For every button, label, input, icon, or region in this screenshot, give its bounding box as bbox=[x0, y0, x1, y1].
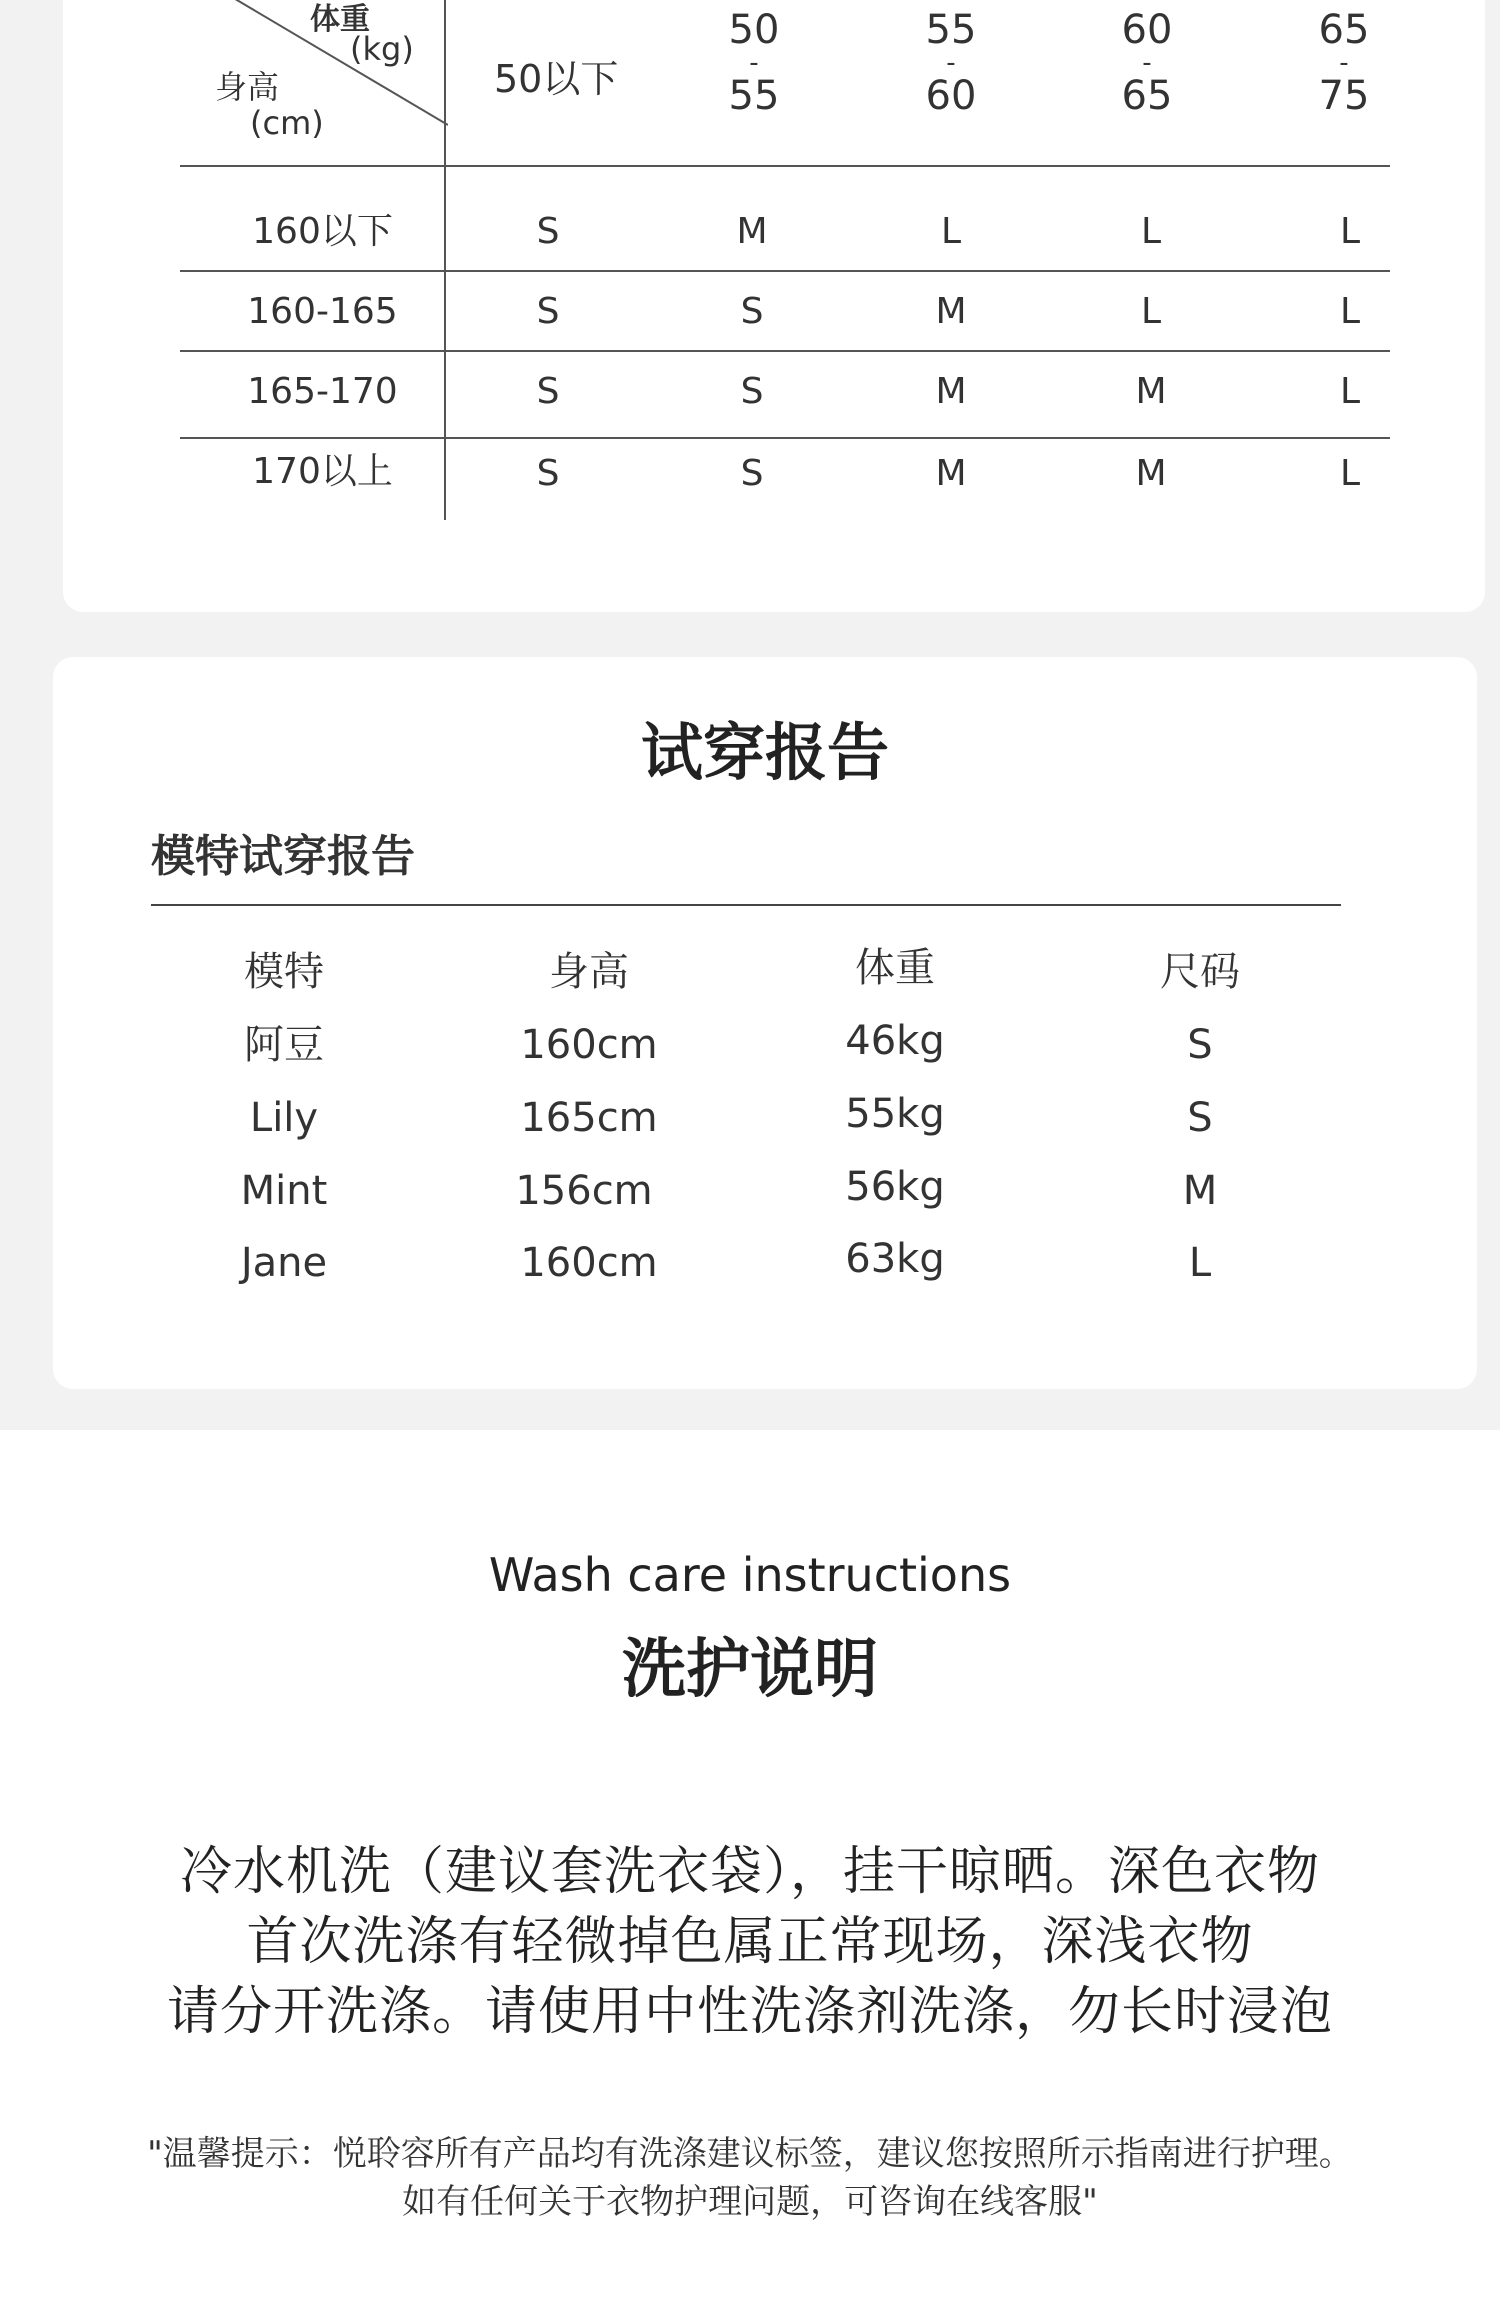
fit-model-weight: 46kg bbox=[845, 1018, 945, 1064]
size-cell: S bbox=[740, 291, 764, 332]
size-cell: M bbox=[935, 291, 967, 332]
size-cell: M bbox=[736, 211, 768, 252]
fit-model-name: Lily bbox=[249, 1095, 319, 1141]
size-cell: S bbox=[536, 371, 560, 412]
fit-model-height: 165cm bbox=[520, 1095, 658, 1141]
fit-model-name: 阿豆 bbox=[244, 1022, 324, 1068]
weight-range-65-75: 65 - 75 bbox=[1318, 7, 1370, 120]
fit-model-weight: 56kg bbox=[845, 1164, 945, 1210]
column-divider bbox=[444, 0, 446, 520]
fit-report-card bbox=[53, 657, 1477, 1389]
fit-model-weight: 55kg bbox=[845, 1091, 945, 1137]
weight-range-50-55: 50 - 55 bbox=[728, 7, 780, 120]
row-divider bbox=[180, 437, 1390, 439]
size-cell: S bbox=[740, 371, 764, 412]
corner-weight-unit: (kg) bbox=[350, 30, 414, 68]
height-cell: 170以上 bbox=[252, 451, 393, 492]
size-cell: L bbox=[1140, 291, 1162, 332]
weight-range-55-60: 55 - 60 bbox=[925, 7, 977, 120]
size-cell: L bbox=[1339, 371, 1361, 412]
care-tip-line: "温馨提示：悦聆容所有产品均有洗涤建议标签，建议您按照所示指南进行护理。 bbox=[147, 2134, 1353, 2174]
fit-header-weight: 体重 bbox=[855, 945, 935, 991]
size-cell: M bbox=[1135, 371, 1167, 412]
fit-model-weight: 63kg bbox=[845, 1236, 945, 1282]
row-divider bbox=[180, 350, 1390, 352]
wash-title-cn: 洗护说明 bbox=[622, 1633, 878, 1707]
weight-range-under-50: 50以下 bbox=[494, 57, 619, 101]
row-divider bbox=[180, 270, 1390, 272]
corner-weight-label: 体重 bbox=[310, 2, 370, 37]
fit-header-size: 尺码 bbox=[1160, 949, 1240, 995]
size-cell: S bbox=[536, 453, 560, 494]
wash-care-section bbox=[0, 1430, 1500, 2322]
corner-height-unit: (cm) bbox=[250, 104, 324, 142]
fit-model-name: Mint bbox=[240, 1168, 328, 1214]
fit-header-model: 模特 bbox=[244, 949, 324, 995]
size-cell: L bbox=[1339, 453, 1361, 494]
size-cell: M bbox=[935, 371, 967, 412]
size-cell: L bbox=[1339, 211, 1361, 252]
fit-model-height: 160cm bbox=[520, 1022, 658, 1068]
corner-height-label: 身高 bbox=[215, 68, 280, 106]
weight-range-60-65: 60 - 65 bbox=[1121, 7, 1173, 120]
fit-report-title: 试穿报告 bbox=[640, 716, 889, 789]
fit-model-height: 160cm bbox=[520, 1240, 658, 1286]
wash-instruction-line: 请分开洗涤。请使用中性洗涤剂洗涤，勿长时浸泡 bbox=[166, 1982, 1333, 2042]
fit-model-size: S bbox=[1187, 1022, 1213, 1068]
fit-report-divider bbox=[151, 904, 1341, 906]
wash-instruction-line: 首次洗涤有轻微掉色属正常现场，深浅衣物 bbox=[246, 1912, 1254, 1972]
fit-model-size: L bbox=[1188, 1240, 1212, 1286]
fit-model-size: S bbox=[1187, 1095, 1213, 1141]
height-cell: 160-165 bbox=[247, 291, 398, 332]
size-cell: M bbox=[1135, 453, 1167, 494]
fit-model-size: M bbox=[1182, 1168, 1218, 1214]
height-cell: 165-170 bbox=[247, 371, 398, 412]
size-cell: S bbox=[740, 453, 764, 494]
size-cell: L bbox=[940, 211, 962, 252]
height-cell: 160以下 bbox=[252, 211, 393, 252]
fit-model-name: Jane bbox=[240, 1240, 328, 1286]
fit-model-height: 156cm bbox=[515, 1168, 653, 1214]
size-cell: S bbox=[536, 291, 560, 332]
care-tip-line: 如有任何关于衣物护理问题，可咨询在线客服" bbox=[402, 2182, 1098, 2222]
wash-title-en: Wash care instructions bbox=[488, 1548, 1012, 1602]
wash-instruction-line: 冷水机洗（建议套洗衣袋），挂干晾晒。深色衣物 bbox=[179, 1842, 1320, 1902]
size-cell: L bbox=[1339, 291, 1361, 332]
header-divider bbox=[180, 165, 1390, 167]
fit-report-subtitle: 模特试穿报告 bbox=[151, 831, 415, 882]
size-cell: S bbox=[536, 211, 560, 252]
size-cell: M bbox=[935, 453, 967, 494]
size-cell: L bbox=[1140, 211, 1162, 252]
fit-header-height: 身高 bbox=[549, 949, 629, 995]
